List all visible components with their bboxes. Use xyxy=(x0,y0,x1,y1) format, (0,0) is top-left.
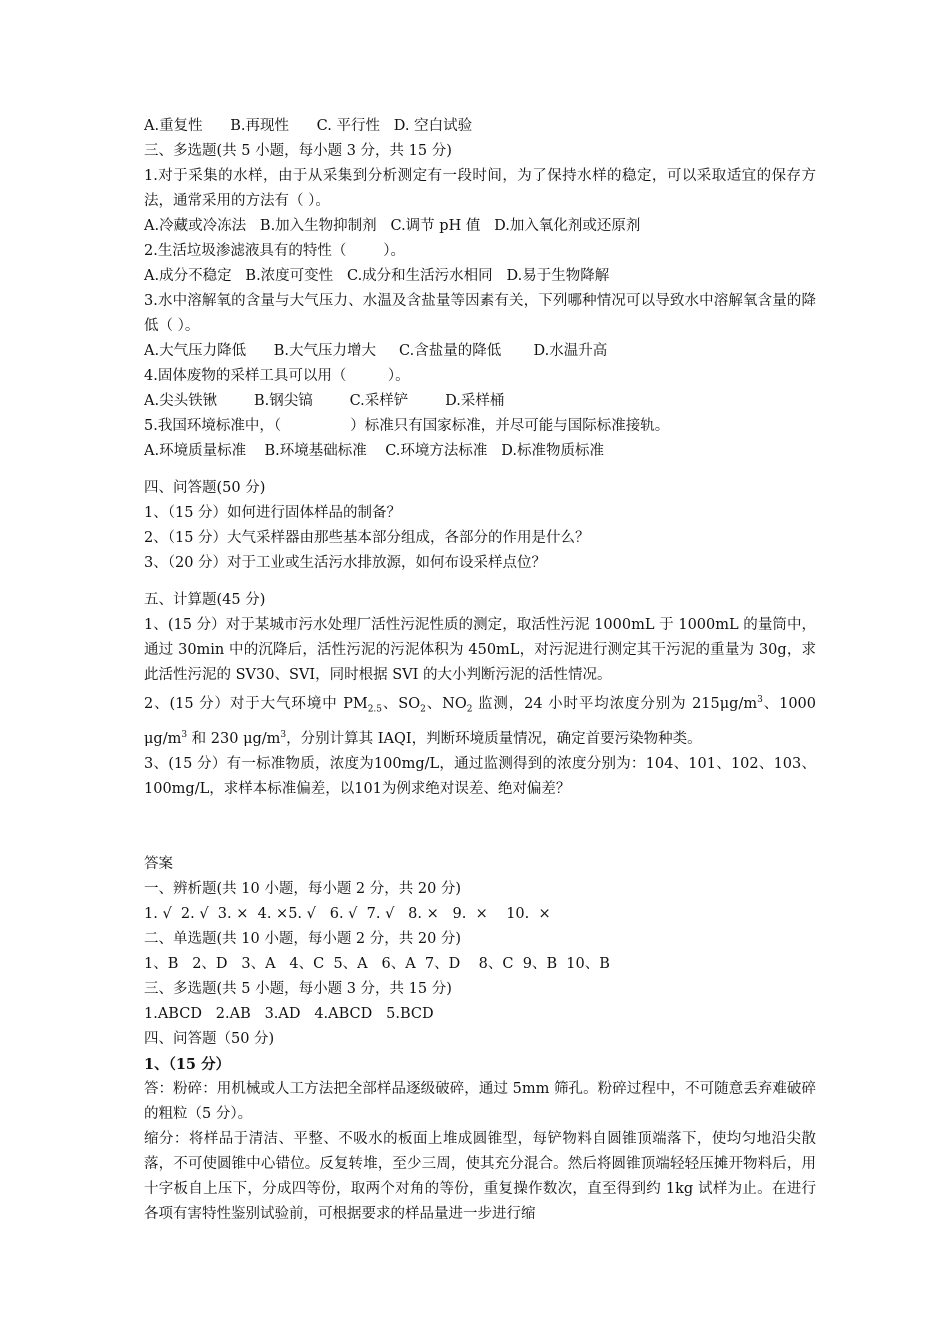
answers-section xyxy=(144,852,816,1227)
question-text: 3.水中溶解氧的含量与大气压力、水温及含盐量等因素有关，下列哪种情况可以导致水中溶解氧含量的降低（ ）。 xyxy=(144,293,816,334)
section-heading-multiple-choice: 三、多选题(共 5 小题，每小题 3 分，共 15 分) xyxy=(144,143,452,159)
question-options: A.冷藏或冷冻法 B.加入生物抑制剂 C.调节 pH 值 D.加入氧化剂或还原剂 xyxy=(144,218,641,234)
question-text: 2.生活垃圾渗滤液具有的特性（ ）。 xyxy=(144,243,405,259)
answers-line: 1、B 2、D 3、A 4、C 5、A 6、A 7、D 8、C 9、B 10、B xyxy=(144,955,610,972)
calc-question-3: 3、(15 分）有一标准物质，浓度为100mg/L，通过监测得到的浓度分别为：104、101、102、103、100mg/L，求样本标准偏差，以101为例求绝对误差、绝对偏差？ xyxy=(144,755,816,797)
question-text: 4.固体废物的采样工具可以用（ ）。 xyxy=(144,368,410,384)
answers-qa-number: 1、（15 分） xyxy=(144,1055,231,1073)
answers-line: 1. √ 2. √ 3. × 4. ×5. √ 6. √ 7. √ 8. × 9. × 10. × xyxy=(144,905,551,922)
qa-section xyxy=(144,476,816,576)
calc-question-1: 1、(15 分）对于某城市污水处理厂活性污泥性质的测定，取活性污泥 1000mL 于 1000mL 的量筒中，通过 30min 中的沉降后，活性污泥的污泥体积为 450mL，对污泥进行测定其干污泥的重量为 30g，求此活性污泥的 SV30、SVI，同时根据 SVI 的大小判断污泥的活性情况。 xyxy=(144,617,816,683)
multiple-choice-section xyxy=(144,139,816,464)
section-heading-qa: 四、问答题(50 分) xyxy=(144,480,266,496)
document-page xyxy=(144,114,816,1227)
question-options: A.大气压力降低 B.大气压力增大 C.含盐量的降低 D.水温升高 xyxy=(144,343,608,359)
section-heading-calculation: 五、计算题(45 分) xyxy=(144,592,266,608)
calc-question-2: 2、(15 分）对于大气环境中 $PM_{2.5}$、$SO_2$、$NO_2$ 监测，24 小时平均浓度分别为 $215\mu g/m^3$、1000 $\mu g/m^3$ 和 230 $\mu g/m^3$，分别计算其 IAQI，判断环境质量情况，确定首要污染物种类。 xyxy=(144,695,817,747)
answers-heading: 二、单选题(共 10 小题，每小题 2 分，共 20 分) xyxy=(144,930,462,947)
qa-question: 2、（15 分）大气采样器由那些基本部分组成，各部分的作用是什么？ xyxy=(144,530,590,546)
question-options: A.尖头铁锹 B.钢尖镐 C.采样铲 D.采样桶 xyxy=(144,393,505,409)
question-options: A.环境质量标准 B.环境基础标准 C.环境方法标准 D.标准物质标准 xyxy=(144,443,604,459)
question-text: 5.我国环境标准中，（ ）标准只有国家标准，并尽可能与国际标准接轨。 xyxy=(144,418,670,434)
answer-paragraph: 答：粉碎：用机械或人工方法把全部样品逐级破碎，通过 5mm 筛孔。粉碎过程中，不可随意丢弃难破碎的粗粒（5 分）。 xyxy=(144,1080,816,1122)
qa-question: 3、（20 分）对于工业或生活污水排放源，如何布设采样点位？ xyxy=(144,555,547,571)
question-options: A.成分不稳定 B.浓度可变性 C.成分和生活污水相同 D.易于生物降解 xyxy=(144,268,610,284)
previous-question-options: A.重复性 B.再现性 C. 平行性 D. 空白试验 xyxy=(144,118,473,134)
question-text: 1.对于采集的水样，由于从采集到分析测定有一段时间，为了保持水样的稳定，可以采取适宜的保存方法，通常采用的方法有（ ）。 xyxy=(144,168,816,209)
qa-question: 1、（15 分）如何进行固体样品的制备？ xyxy=(144,505,402,521)
answers-title: 答案 xyxy=(144,855,173,872)
answers-heading: 三、多选题(共 5 小题，每小题 3 分，共 15 分) xyxy=(144,980,452,997)
answer-paragraph: 缩分：将样品于清洁、平整、不吸水的板面上堆成圆锥型，每铲物料自圆锥顶端落下，使均匀地沿尖散落，不可使圆锥中心错位。反复转堆，至少三周，使其充分混合。然后将圆锥顶端轻轻压摊开物料后，用十字板自上压下，分成四等份，取两个对角的等份，重复操作数次，直至得到约 1kg 试样为止。在进行各项有害特性鉴别试验前，可根据要求的样品量进一步进行缩 xyxy=(144,1130,816,1222)
answers-line: 1.ABCD 2.AB 3.AD 4.ABCD 5.BCD xyxy=(144,1005,434,1022)
calculation-section xyxy=(144,588,816,802)
answers-heading: 一、辨析题(共 10 小题，每小题 2 分，共 20 分) xyxy=(144,880,462,897)
answers-heading: 四、问答题（50 分) xyxy=(144,1030,275,1047)
